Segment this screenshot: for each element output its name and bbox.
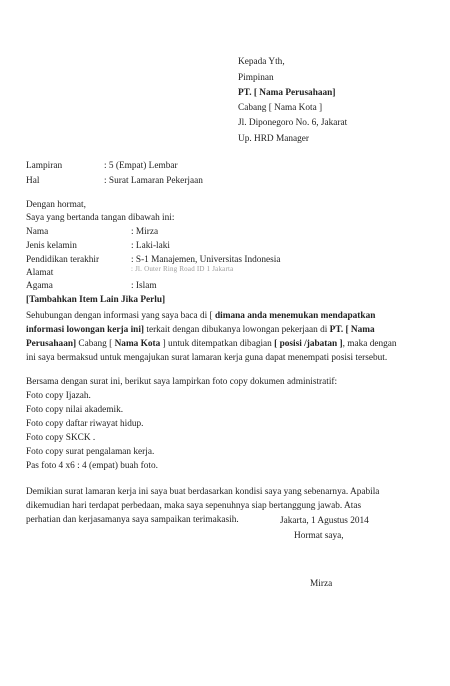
recipient-to: Kepada Yth, xyxy=(238,57,285,67)
personal-label-name: Nama xyxy=(26,227,49,237)
body1-line-2: informasi lowongan kerja ini] terkait dengan dibukanya lowongan pekerjaan di PT. [ Nama xyxy=(26,325,375,335)
personal-label-education: Pendidikan terakhir xyxy=(26,255,100,265)
recipient-address: Jl. Diponegoro No. 6, Jakarat xyxy=(238,118,348,128)
regards: Hormat saya, xyxy=(294,531,344,541)
closing-line-2: dikemudian hari terdapat perbedaan, maka saya sepenuhnya siap bertanggung jawab. Atas xyxy=(26,501,362,511)
attachment-value: : 5 (Empat) Lembar xyxy=(104,161,178,171)
recipient-attn: Up. HRD Manager xyxy=(238,134,310,144)
personal-label-address: Alamat xyxy=(26,268,54,278)
attachment-item: Foto copy surat pengalaman kerja. xyxy=(26,447,155,457)
attachment-item: Foto copy Ijazah. xyxy=(26,391,91,401)
place-date: Jakarta, 1 Agustus 2014 xyxy=(280,516,369,526)
greeting: Dengan hormat, xyxy=(26,200,86,210)
closing-line-3: perhatian dan kerjasamanya saya sampaikan terimakasih. xyxy=(26,515,239,525)
body1-line-1: Sehubungan dengan informasi yang saya baca di [ dimana anda menemukan mendapatkan xyxy=(26,311,376,321)
personal-label-religion: Agama xyxy=(26,281,53,291)
attachment-item: Pas foto 4 x6 : 4 (empat) buah foto. xyxy=(26,461,158,471)
intro-line: Saya yang bertanda tangan dibawah ini: xyxy=(26,213,175,223)
subject-label: Hal xyxy=(26,176,40,186)
attachment-item: Foto copy daftar riwayat hidup. xyxy=(26,419,144,429)
personal-value-gender: : Laki-laki xyxy=(131,241,170,251)
recipient-branch: Cabang [ Nama Kota ] xyxy=(238,103,323,113)
personal-value-name: : Mirza xyxy=(131,227,159,237)
attachments-intro: Bersama dengan surat ini, berikut saya lampirkan foto copy dokumen administratif: xyxy=(26,377,338,387)
body1-line-4: ini saya bermaksud untuk mengajukan surat lamaran kerja guna dapat menempati posisi tersebut. xyxy=(26,353,388,363)
personal-value-education: : S-1 Manajemen, Universitas Indonesia xyxy=(131,255,281,265)
closing-line-1: Demikian surat lamaran kerja ini saya buat berdasarkan kondisi saya yang sebenarnya. Apabila xyxy=(26,487,380,497)
personal-value-address: : Jl. Outer Ring Road ID 1 Jakarta xyxy=(131,265,234,273)
recipient-position: Pimpinan xyxy=(238,73,274,83)
attachment-item: Foto copy SKCK . xyxy=(26,433,96,443)
body1-line-3: Perusahaan] Cabang [ Nama Kota ] untuk ditempatkan dibagian [ posisi /jabatan ], maka dengan xyxy=(26,339,397,349)
recipient-company: PT. [ Nama Perusahaan] xyxy=(238,88,336,98)
attachment-label: Lampiran xyxy=(26,161,63,171)
personal-label-gender: Jenis kelamin xyxy=(26,241,77,251)
signer-name: Mirza xyxy=(310,579,333,589)
personal-value-religion: : Islam xyxy=(131,281,157,291)
attachment-item: Foto copy nilai akademik. xyxy=(26,405,124,415)
add-item-note: [Tambahkan Item Lain Jika Perlu] xyxy=(26,295,166,305)
subject-value: : Surat Lamaran Pekerjaan xyxy=(104,176,203,186)
